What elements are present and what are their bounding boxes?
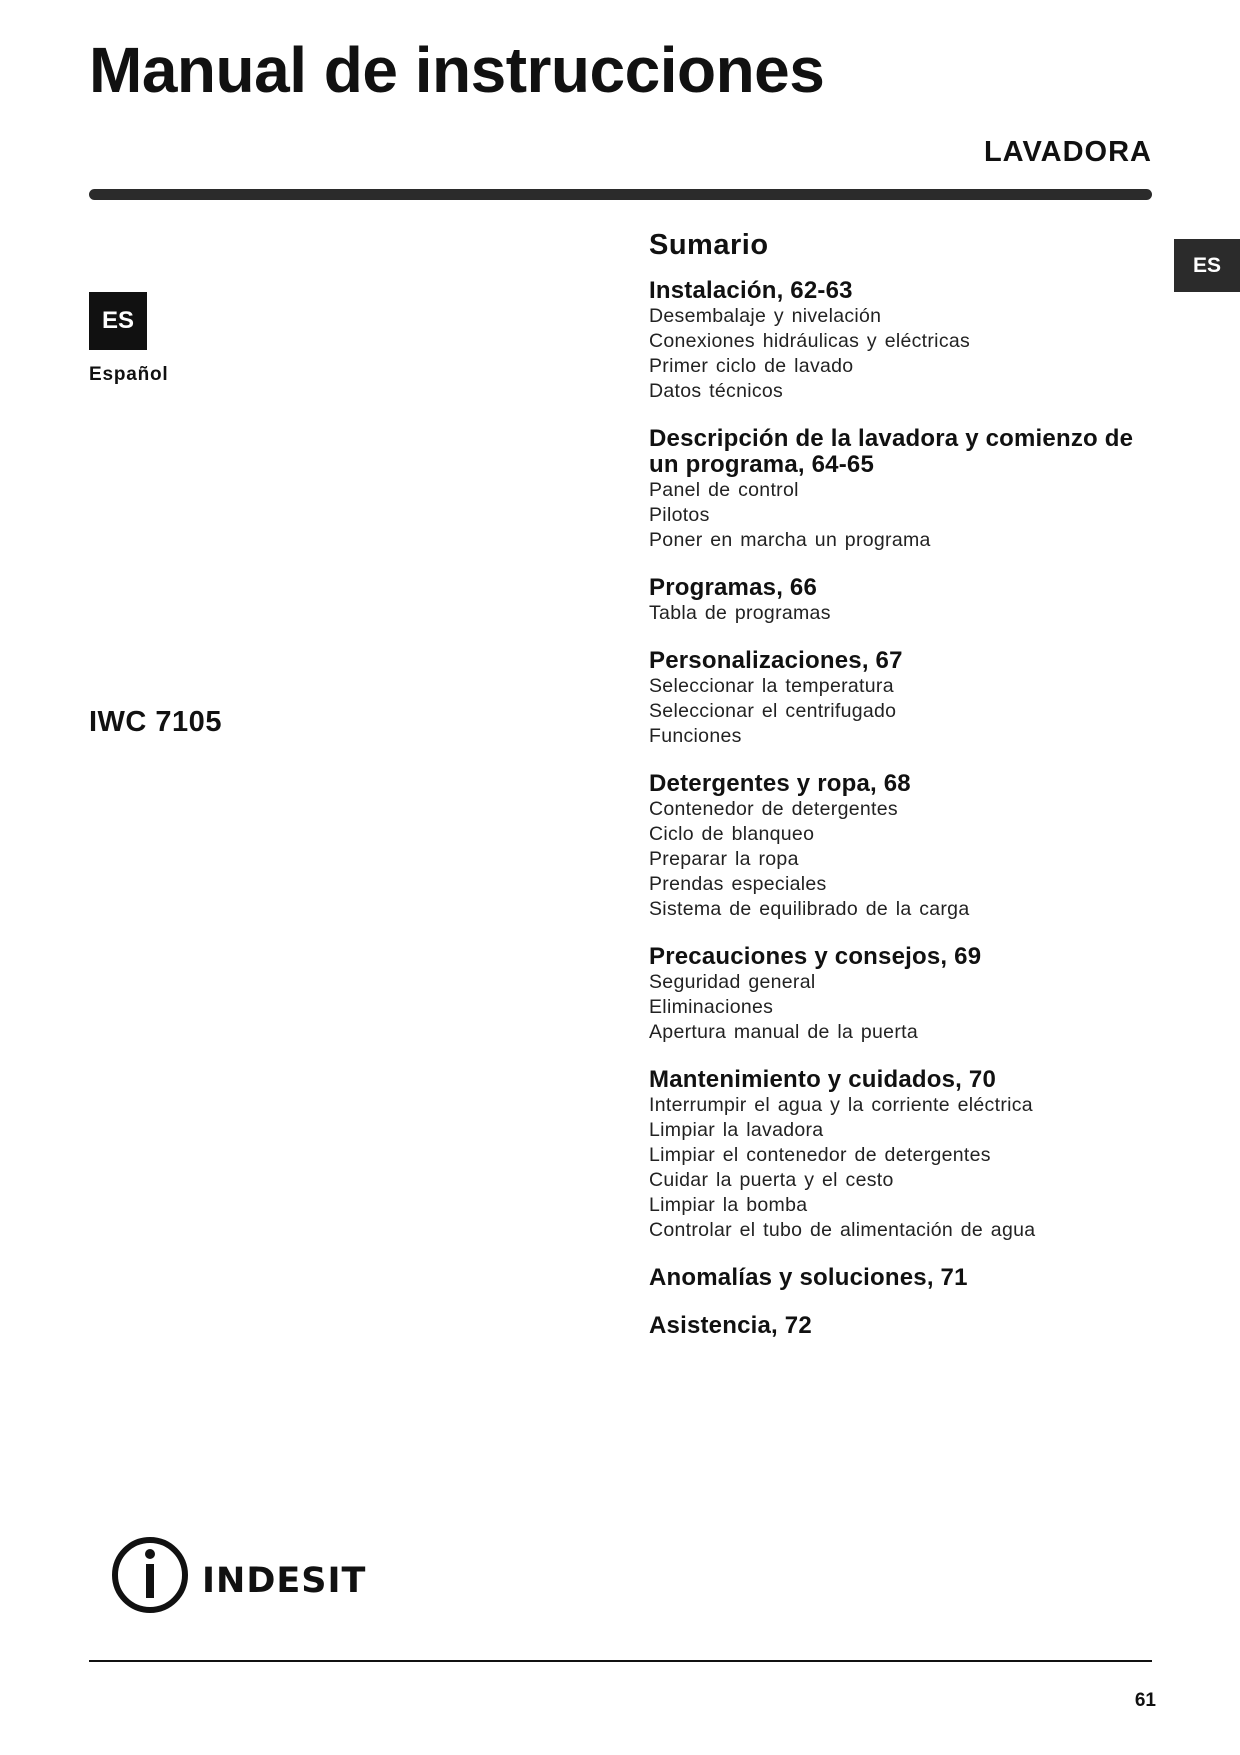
model-number: IWC 7105	[89, 706, 222, 738]
toc-section-heading: Programas, 66	[649, 574, 818, 601]
toc-item: Funciones	[649, 725, 742, 747]
toc-section	[649, 426, 1169, 553]
toc-title: Sumario	[649, 229, 769, 261]
toc-item: Apertura manual de la puerta	[649, 1021, 918, 1043]
toc-item-list	[649, 970, 1169, 1045]
toc-item: Poner en marcha un programa	[649, 529, 931, 551]
toc-item: Pilotos	[649, 504, 710, 526]
toc-item: Tabla de programas	[649, 602, 831, 624]
toc-item-list	[649, 797, 1169, 922]
bottom-divider	[89, 1660, 1152, 1662]
toc-section-heading: Precauciones y consejos, 69	[649, 943, 982, 970]
toc-item: Eliminaciones	[649, 996, 774, 1018]
toc-item: Controlar el tubo de alimentación de agua	[649, 1219, 1036, 1241]
toc-item-list	[649, 1093, 1169, 1243]
toc-section-heading: Personalizaciones, 67	[649, 647, 903, 674]
table-of-contents	[649, 228, 1169, 1361]
toc-item: Limpiar el contenedor de detergentes	[649, 1144, 991, 1166]
toc-item: Datos técnicos	[649, 380, 784, 402]
toc-item: Seguridad general	[649, 971, 816, 993]
toc-section	[649, 278, 1169, 404]
toc-item: Panel de control	[649, 479, 799, 501]
brand-logo	[110, 1535, 366, 1615]
top-divider	[89, 189, 1152, 200]
toc-section-heading: Mantenimiento y cuidados, 70	[649, 1066, 997, 1093]
toc-item: Seleccionar el centrifugado	[649, 700, 897, 722]
indesit-logo-icon	[110, 1535, 190, 1615]
toc-item-list	[649, 674, 1169, 749]
language-side-tab: ES	[1174, 239, 1240, 292]
product-type: LAVADORA	[983, 136, 1152, 168]
toc-item: Limpiar la bomba	[649, 1194, 808, 1216]
toc-section-heading: Anomalías y soluciones, 71	[649, 1264, 968, 1291]
toc-item: Seleccionar la temperatura	[649, 675, 894, 697]
toc-section	[649, 1265, 1169, 1291]
toc-item: Preparar la ropa	[649, 848, 799, 870]
toc-section	[649, 1313, 1169, 1339]
toc-item-list	[649, 478, 1169, 553]
language-name: Español	[89, 364, 169, 385]
toc-item: Desembalaje y nivelación	[649, 305, 882, 327]
toc-item: Sistema de equilibrado de la carga	[649, 898, 970, 920]
toc-item-list	[649, 304, 1169, 404]
toc-item: Contenedor de detergentes	[649, 798, 898, 820]
toc-item: Conexiones hidráulicas y eléctricas	[649, 330, 971, 352]
toc-section-heading: Instalación, 62-63	[649, 277, 853, 304]
toc-item: Primer ciclo de lavado	[649, 355, 854, 377]
toc-section	[649, 771, 1169, 922]
toc-section	[649, 575, 1169, 626]
toc-section-heading: Descripción de la lavadora y comienzo de un programa, 64-65	[649, 425, 1134, 478]
toc-section	[649, 1067, 1169, 1243]
toc-item: Prendas especiales	[649, 873, 827, 895]
brand-logo-text: indesit	[202, 1546, 367, 1604]
toc-section	[649, 648, 1169, 749]
page-number: 61	[1134, 1690, 1156, 1711]
toc-item: Limpiar la lavadora	[649, 1119, 824, 1141]
language-code-badge: ES	[89, 292, 147, 350]
toc-item: Ciclo de blanqueo	[649, 823, 815, 845]
toc-item-list	[649, 601, 1169, 626]
toc-sections	[649, 278, 1169, 1339]
toc-section-heading: Detergentes y ropa, 68	[649, 770, 911, 797]
toc-section-heading: Asistencia, 72	[649, 1312, 812, 1339]
toc-item: Interrumpir el agua y la corriente eléctrica	[649, 1094, 1033, 1116]
page-title: Manual de instrucciones	[89, 34, 825, 106]
toc-section	[649, 944, 1169, 1045]
toc-item: Cuidar la puerta y el cesto	[649, 1169, 894, 1191]
